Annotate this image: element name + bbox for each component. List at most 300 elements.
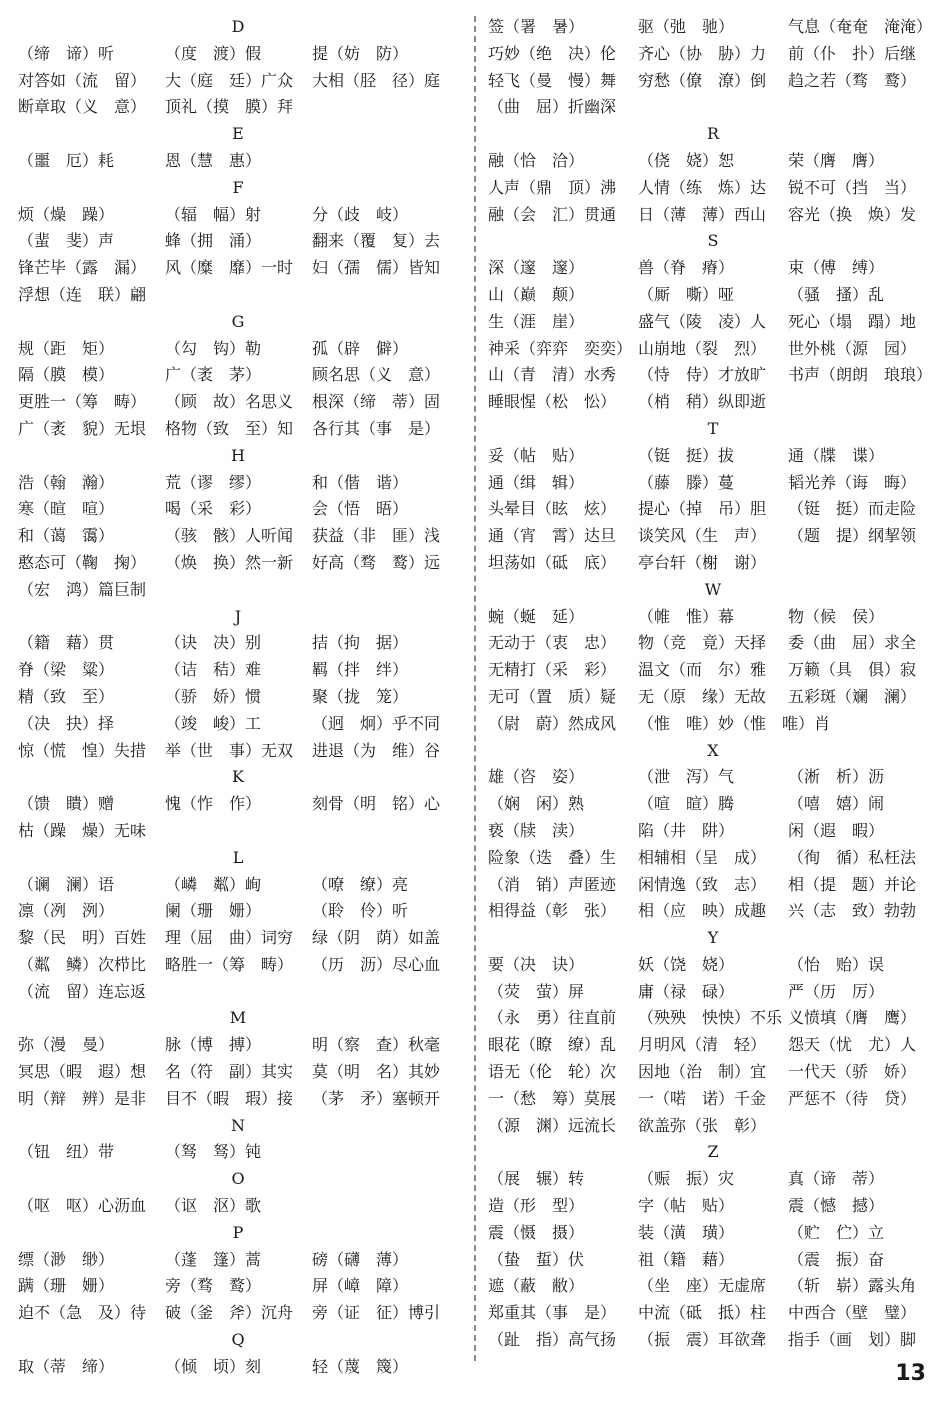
entry-cell: （讴 沤）歌 <box>165 1196 262 1216</box>
entry-cell: 闲情逸（致 志） <box>638 874 767 894</box>
entry-cell: 齐心（协 胁）力 <box>638 43 767 63</box>
entry-row <box>488 1005 938 1032</box>
entry-cell: 更胜一（筹 畴） <box>18 392 147 412</box>
entry-cell: （倾 顷）刻 <box>165 1356 262 1376</box>
entry-cell: 风（糜 靡）一时 <box>165 258 294 278</box>
entry-cell: 神采（弈弈 奕奕） <box>488 338 633 358</box>
entry-row <box>488 979 938 1006</box>
entry-cell: 遮（蔽 敝） <box>488 1276 585 1296</box>
entry-cell: 取（蒂 缔） <box>18 1356 115 1376</box>
section-letter: O <box>231 1169 245 1189</box>
section-letter: K <box>232 767 244 787</box>
entry-cell: （谰 澜）语 <box>18 874 115 894</box>
section-letter: J <box>234 606 242 626</box>
entry-cell: 造（形 型） <box>488 1196 585 1216</box>
entry-cell <box>788 94 938 121</box>
entry-cell: 中西合（壁 璧） <box>788 1303 917 1323</box>
entry-cell: （娴 闲）熟 <box>488 794 585 814</box>
entry-cell: （缔 谛）听 <box>18 43 115 63</box>
entry-cell: 黎（民 明）百姓 <box>18 928 147 948</box>
entry-row <box>18 523 458 550</box>
entry-row <box>488 336 938 363</box>
entry-row <box>488 604 938 631</box>
entry-row <box>488 389 938 416</box>
entry-cell: （赈 振）灾 <box>638 1169 735 1189</box>
entry-cell: （钮 纽）带 <box>18 1142 115 1162</box>
entry-row <box>18 470 458 497</box>
entry-cell: （籍 藉）贯 <box>18 633 115 653</box>
entry-row <box>18 1139 458 1166</box>
entry-cell: 中流（砥 抵）柱 <box>638 1303 767 1323</box>
entry-cell: 旁（证 征）博引 <box>312 1303 441 1323</box>
entry-cell: 缥（渺 缈） <box>18 1249 115 1269</box>
entry-cell: 月明风（清 轻） <box>638 1035 767 1055</box>
entry-cell: 脉（博 搏） <box>165 1035 262 1055</box>
entry-cell: 大（庭 廷）广众 <box>165 70 294 90</box>
entry-row <box>18 416 458 443</box>
entry-cell: 断章取（义 意） <box>18 97 147 117</box>
entry-row <box>488 898 938 925</box>
entry-cell: （源 渊）远流长 <box>488 1115 617 1135</box>
entry-cell: 脊（梁 粱） <box>18 660 115 680</box>
entry-cell: 语无（伦 轮）次 <box>488 1062 617 1082</box>
entry-row <box>18 684 458 711</box>
entry-cell: 闲（遐 暇） <box>788 820 885 840</box>
entry-cell: 坦荡如（砥 底） <box>488 552 617 572</box>
entry-cell: 前（仆 扑）后继 <box>788 43 917 63</box>
entry-cell: 气息（奄奄 淹淹） <box>788 17 933 36</box>
section-letter: S <box>707 231 719 251</box>
entry-cell <box>312 577 458 604</box>
entry-cell: （历 沥）尽心血 <box>312 954 441 974</box>
entry-cell: 屏（嶂 障） <box>312 1276 409 1296</box>
entry-cell: 迫不（急 及）待 <box>18 1303 147 1323</box>
entry-cell: 目不（暇 瑕）接 <box>165 1088 294 1108</box>
entry-cell: 轻（蔑 篾） <box>312 1356 409 1376</box>
entry-cell <box>312 818 458 845</box>
entry-row <box>18 630 458 657</box>
entry-row <box>488 952 938 979</box>
entry-row <box>18 68 458 95</box>
entry-row <box>488 1300 938 1327</box>
section-letter: Z <box>707 1142 719 1162</box>
entry-cell: 广（袤 貌）无垠 <box>18 418 147 438</box>
entry-cell: （恃 侍）才放旷 <box>638 365 767 385</box>
entry-row <box>488 309 938 336</box>
section-letter: W <box>704 579 722 599</box>
entry-cell: 进退（为 维）谷 <box>312 740 441 760</box>
entry-cell: 融（会 汇）贯通 <box>488 204 617 224</box>
section-letter: P <box>232 1222 244 1242</box>
section-letter: D <box>231 17 245 36</box>
entry-cell <box>165 577 312 604</box>
entry-cell: 磅（礴 薄） <box>312 1249 409 1269</box>
entry-cell: 亵（牍 渎） <box>488 820 585 840</box>
entry-cell: （曲 屈）折幽深 <box>488 97 617 117</box>
entry-cell: 拮（拘 据） <box>312 633 409 653</box>
entry-cell: 妖（饶 娆） <box>638 954 735 974</box>
entry-cell: 无可（置 质）疑 <box>488 686 617 706</box>
entry-cell: 相（应 映）成趣 <box>638 901 767 921</box>
entry-cell: 驱（弛 驰） <box>638 17 735 36</box>
entry-cell: 通（缉 辑） <box>488 472 585 492</box>
entry-row <box>488 1273 938 1300</box>
entry-cell: 浩（翰 瀚） <box>18 472 115 492</box>
entry-cell: 义愤填（膺 鹰） <box>788 1008 917 1028</box>
section-letter: Q <box>231 1330 245 1350</box>
entry-cell: 略胜一（筹 畴） <box>165 954 294 974</box>
entry-row <box>488 1032 938 1059</box>
entry-cell: 寒（暄 喧） <box>18 499 115 519</box>
entry-cell: （聆 伶）听 <box>312 901 409 921</box>
section-letter: F <box>232 177 244 197</box>
entry-cell <box>165 282 312 309</box>
entry-cell <box>312 282 458 309</box>
entry-cell: 蜿（蜒 延） <box>488 606 585 626</box>
entry-cell: 温文（而 尔）雅 <box>638 660 767 680</box>
entry-cell: （淅 析）沥 <box>788 767 885 787</box>
entry-cell: （厮 嘶）哑 <box>638 284 735 304</box>
right-column <box>488 14 938 1354</box>
entry-cell: 浮想（连 联）翩 <box>18 284 147 304</box>
entry-cell: 山崩地（裂 烈） <box>638 338 767 358</box>
entry-cell: （嶙 粼）峋 <box>165 874 262 894</box>
entry-cell: （诀 决）别 <box>165 633 262 653</box>
entry-cell: （蛰 蜇）伏 <box>488 1249 585 1269</box>
entry-cell: 喝（采 彩） <box>165 499 262 519</box>
entry-cell: （焕 换）然一新 <box>165 552 294 572</box>
entry-row <box>488 1086 938 1113</box>
entry-cell: 无动于（衷 忠） <box>488 633 617 653</box>
entry-cell: （顾 故）名思义 <box>165 392 294 412</box>
entry-row <box>18 1059 458 1086</box>
entry-row <box>488 1113 938 1140</box>
entry-row <box>488 68 938 95</box>
entry-cell: 蜂（拥 涌） <box>165 231 262 251</box>
entry-row <box>488 1220 938 1247</box>
entry-cell: 隔（膜 模） <box>18 365 115 385</box>
entry-cell: （贮 伫）立 <box>788 1222 885 1242</box>
entry-cell: 一代天（骄 娇） <box>788 1062 917 1082</box>
entry-cell: 孤（辟 僻） <box>312 338 409 358</box>
entry-cell: 明（辩 辨）是非 <box>18 1088 147 1108</box>
entry-cell: 人情（练 炼）达 <box>638 177 767 197</box>
entry-cell: 谈笑风（生 声） <box>638 526 767 546</box>
entry-row <box>18 952 458 979</box>
entry-cell: 兴（志 致）勃勃 <box>788 901 917 921</box>
entry-row <box>488 362 938 389</box>
entry-row <box>488 845 938 872</box>
entry-cell: 物（候 侯） <box>788 606 885 626</box>
entry-cell: （趾 指）高气扬 <box>488 1330 617 1350</box>
entry-cell: 人声（鼎 顶）沸 <box>488 177 617 197</box>
entry-row <box>488 175 938 202</box>
entry-cell: 头晕目（眩 炫） <box>488 499 617 519</box>
entry-cell: 五彩斑（斓 澜） <box>788 686 917 706</box>
entry-cell: （侥 娆）恕 <box>638 150 735 170</box>
entry-cell: 聚（拢 笼） <box>312 686 409 706</box>
entry-cell: 妇（孺 儒）皆知 <box>312 258 441 278</box>
entry-cell <box>638 94 788 121</box>
entry-cell: 山（巅 颠） <box>488 284 585 304</box>
entry-cell: （怡 贻）误 <box>788 954 885 974</box>
entry-cell: 相得益（彰 张） <box>488 901 617 921</box>
entry-cell: 一（愁 筹）莫展 <box>488 1088 617 1108</box>
entry-cell: （藤 滕）蔓 <box>638 472 735 492</box>
entry-cell: 深（邃 邃） <box>488 258 585 278</box>
entry-row <box>18 496 458 523</box>
entry-cell: 愧（怍 作） <box>165 794 262 814</box>
entry-cell: 严惩不（待 贷） <box>788 1088 917 1108</box>
entry-cell: 容光（换 焕）发 <box>788 204 917 224</box>
entry-row <box>488 711 938 738</box>
entry-cell: 世外桃（源 园） <box>788 338 917 358</box>
entry-cell: （竣 峻）工 <box>165 713 262 733</box>
entry-row <box>488 443 938 470</box>
entry-cell: 惊（慌 惶）失措 <box>18 740 147 760</box>
section-letter: L <box>232 847 244 867</box>
entry-cell: 字（帖 贴） <box>638 1196 735 1216</box>
entry-cell: 明（察 查）秋毫 <box>312 1035 441 1055</box>
entry-cell: 万籁（具 俱）寂 <box>788 660 917 680</box>
entry-cell: 物（竞 竟）天择 <box>638 633 767 653</box>
entry-cell: 亭台轩（榭 谢） <box>638 552 767 572</box>
entry-cell <box>312 1193 458 1220</box>
entry-cell: 庸（禄 碌） <box>638 981 735 1001</box>
entry-cell: 绿（阴 荫）如盖 <box>312 928 441 948</box>
entry-row <box>488 41 938 68</box>
entry-cell: 憨态可（鞠 掬） <box>18 552 147 572</box>
entry-cell: 举（世 事）无双 <box>165 740 294 760</box>
entry-cell: （殃殃 怏怏）不乐 <box>638 1008 783 1028</box>
entry-cell: 山（青 清）水秀 <box>488 365 617 385</box>
entry-cell: 装（潢 璜） <box>638 1222 735 1242</box>
entry-cell: 趋之若（骛 鹜） <box>788 70 917 90</box>
entry-cell: 签（署 暑） <box>488 17 585 36</box>
entry-cell: 巧妙（绝 决）伦 <box>488 43 617 63</box>
entry-row <box>18 1247 458 1274</box>
section-letter: H <box>231 445 245 465</box>
entry-cell: （嘹 缭）亮 <box>312 874 409 894</box>
entry-cell: （蜚 斐）声 <box>18 231 115 251</box>
left-column <box>18 14 458 1381</box>
entry-cell: 提心（掉 吊）胆 <box>638 499 767 519</box>
entry-cell: （流 留）连忘返 <box>18 981 147 1001</box>
entry-cell <box>312 979 458 1006</box>
entry-cell: 羁（拌 绊） <box>312 660 409 680</box>
entry-cell: 名（符 副）其实 <box>165 1062 294 1082</box>
entry-cell: 兽（脊 瘠） <box>638 258 735 278</box>
entry-cell: （驽 驽）钝 <box>165 1142 262 1162</box>
entry-cell: 锋芒毕（露 漏） <box>18 258 147 278</box>
entry-cell: 真（谛 蒂） <box>788 1169 885 1189</box>
entry-cell: 陷（井 阱） <box>638 820 735 840</box>
entry-cell: 顶礼（摸 膜）拜 <box>165 97 294 117</box>
entry-cell: 险象（迭 叠）生 <box>488 847 617 867</box>
entry-cell: 委（曲 屈）求全 <box>788 633 917 653</box>
section-letter: Y <box>707 928 719 948</box>
column-divider <box>474 16 476 1361</box>
entry-row <box>18 1032 458 1059</box>
page-number: 13 <box>895 1361 926 1386</box>
entry-row <box>18 711 458 738</box>
entry-row <box>18 872 458 899</box>
entry-cell: 阑（珊 姗） <box>165 901 262 921</box>
entry-cell: 盛气（陵 凌）人 <box>638 311 767 331</box>
entry-cell: 相辅相（呈 成） <box>638 847 767 867</box>
entry-cell: （振 震）耳欲聋 <box>638 1330 767 1350</box>
entry-cell: 和（偕 谐） <box>312 472 409 492</box>
entry-cell: （呕 呕）心沥血 <box>18 1196 147 1216</box>
entry-row <box>18 389 458 416</box>
entry-cell: （铤 挺）而走险 <box>788 499 917 519</box>
entry-cell: （茅 矛）塞顿开 <box>312 1088 441 1108</box>
entry-row <box>18 255 458 282</box>
entry-row <box>18 1086 458 1113</box>
entry-cell <box>165 818 312 845</box>
entry-row <box>488 657 938 684</box>
entry-cell: 分（歧 岐） <box>312 204 409 224</box>
entry-row <box>488 818 938 845</box>
entry-cell: （震 振）奋 <box>788 1249 885 1269</box>
entry-row <box>488 550 938 577</box>
entry-cell: （喧 暄）腾 <box>638 794 735 814</box>
entry-row <box>488 1327 938 1354</box>
entry-cell: （骄 娇）惯 <box>165 686 262 706</box>
entry-row <box>488 1247 938 1274</box>
entry-cell: 韬光养（诲 晦） <box>788 472 917 492</box>
entry-row <box>488 1059 938 1086</box>
entry-row <box>18 1300 458 1327</box>
entry-cell: 相（提 题）并论 <box>788 874 917 894</box>
entry-cell: 获益（非 匪）浅 <box>312 526 441 546</box>
entry-cell: 轻飞（曼 慢）舞 <box>488 70 617 90</box>
entry-cell: 死心（塌 蹋）地 <box>788 311 917 331</box>
entry-cell: 郑重其（事 是） <box>488 1303 617 1323</box>
entry-cell: 大相（胫 径）庭 <box>312 70 441 90</box>
entry-cell: 蹒（珊 姗） <box>18 1276 115 1296</box>
entry-row <box>18 1273 458 1300</box>
entry-row <box>18 791 458 818</box>
entry-cell: （嘻 嬉）闹 <box>788 794 885 814</box>
entry-cell: 精（致 至） <box>18 686 115 706</box>
entry-row <box>488 496 938 523</box>
entry-cell: 融（恰 洽） <box>488 150 585 170</box>
entry-row <box>18 94 458 121</box>
entry-cell: 和（蔼 霭） <box>18 526 115 546</box>
entry-row <box>18 362 458 389</box>
entry-cell: 广（袤 茅） <box>165 365 262 385</box>
entry-cell: 旁（骛 鹜） <box>165 1276 262 1296</box>
entry-cell: 穷愁（僚 潦）倒 <box>638 70 767 90</box>
entry-cell: （勾 钩）勒 <box>165 338 262 358</box>
entry-cell: （辐 幅）射 <box>165 204 262 224</box>
entry-cell: 顾名思（义 意） <box>312 365 441 385</box>
entry-cell: （尉 蔚）然成风 <box>488 713 617 733</box>
entry-cell: 根深（缔 蒂）固 <box>312 392 441 412</box>
entry-row <box>18 898 458 925</box>
entry-cell: 通（宵 霄）达旦 <box>488 526 617 546</box>
entry-cell <box>312 94 458 121</box>
entry-row <box>18 228 458 255</box>
entry-cell: 震（憾 撼） <box>788 1196 885 1216</box>
section-letter: G <box>231 311 245 331</box>
entry-cell: （徇 循）私枉法 <box>788 847 917 867</box>
entry-cell: 怨天（忧 尤）人 <box>788 1035 917 1055</box>
entry-cell: 眼花（瞭 缭）乱 <box>488 1035 617 1055</box>
entry-cell: 荒（谬 缪） <box>165 472 262 492</box>
entry-row <box>488 255 938 282</box>
entry-cell: 刻骨（明 铭）心 <box>312 794 441 814</box>
entry-cell: 祖（籍 藉） <box>638 1249 735 1269</box>
entry-cell: 理（屈 曲）词穷 <box>165 928 294 948</box>
entry-cell: 破（釜 斧）沉舟 <box>165 1303 294 1323</box>
entry-cell: 指手（画 划）脚 <box>788 1330 917 1350</box>
entry-row <box>18 1354 458 1381</box>
entry-row <box>18 202 458 229</box>
entry-row <box>488 14 938 41</box>
entry-cell <box>788 1113 938 1140</box>
entry-cell <box>312 1139 458 1166</box>
entry-cell: 凛（冽 洌） <box>18 901 115 921</box>
entry-cell <box>788 389 938 416</box>
entry-row <box>18 738 458 765</box>
entry-cell: （粼 鳞）次栉比 <box>18 954 147 974</box>
entry-cell <box>788 711 938 738</box>
entry-cell: （展 辗）转 <box>488 1169 585 1189</box>
entry-cell: 雄（咨 姿） <box>488 767 585 787</box>
entry-cell: 生（涯 崖） <box>488 311 585 331</box>
entry-cell: （永 勇）往直前 <box>488 1008 617 1028</box>
entry-cell: 震（慑 摄） <box>488 1222 585 1242</box>
entry-cell: 弥（漫 曼） <box>18 1035 115 1055</box>
entry-row <box>18 577 458 604</box>
entry-row <box>18 1193 458 1220</box>
entry-row <box>488 523 938 550</box>
entry-cell: （帷 惟）幕 <box>638 606 735 626</box>
entry-cell: 锐不可（挡 当） <box>788 177 917 197</box>
entry-row <box>18 925 458 952</box>
entry-row <box>488 470 938 497</box>
entry-cell: （骇 骸）人听闻 <box>165 526 294 546</box>
entry-cell: 好高（骛 鹜）远 <box>312 552 441 572</box>
entry-row <box>488 1193 938 1220</box>
entry-cell: 会（悟 晤） <box>312 499 409 519</box>
entry-cell: 因地（治 制）宜 <box>638 1062 767 1082</box>
entry-row <box>488 764 938 791</box>
entry-cell: 对答如（流 留） <box>18 70 147 90</box>
section-letter: M <box>229 1008 247 1028</box>
entry-cell: （决 抉）择 <box>18 713 115 733</box>
entry-row <box>18 818 458 845</box>
entry-cell: （消 销）声匿迹 <box>488 874 617 894</box>
entry-cell: 恩（慧 惠） <box>165 150 262 170</box>
entry-cell: （蓬 篷）蒿 <box>165 1249 262 1269</box>
section-letter: R <box>706 124 720 144</box>
entry-row <box>18 979 458 1006</box>
entry-cell: 日（薄 薄）西山 <box>638 204 767 224</box>
entry-cell: （惟 唯）妙（惟 唯）肖 <box>638 713 831 733</box>
entry-cell: （题 提）纲挈领 <box>788 526 917 546</box>
entry-cell: 莫（明 名）其妙 <box>312 1062 441 1082</box>
entry-cell: （骚 搔）乱 <box>788 284 885 304</box>
entry-cell: （宏 鸿）篇巨制 <box>18 579 147 599</box>
entry-row <box>488 148 938 175</box>
entry-cell: （馈 瞶）赠 <box>18 794 115 814</box>
entry-cell <box>312 148 458 175</box>
entry-row <box>18 657 458 684</box>
entry-cell: 无精打（采 彩） <box>488 660 617 680</box>
